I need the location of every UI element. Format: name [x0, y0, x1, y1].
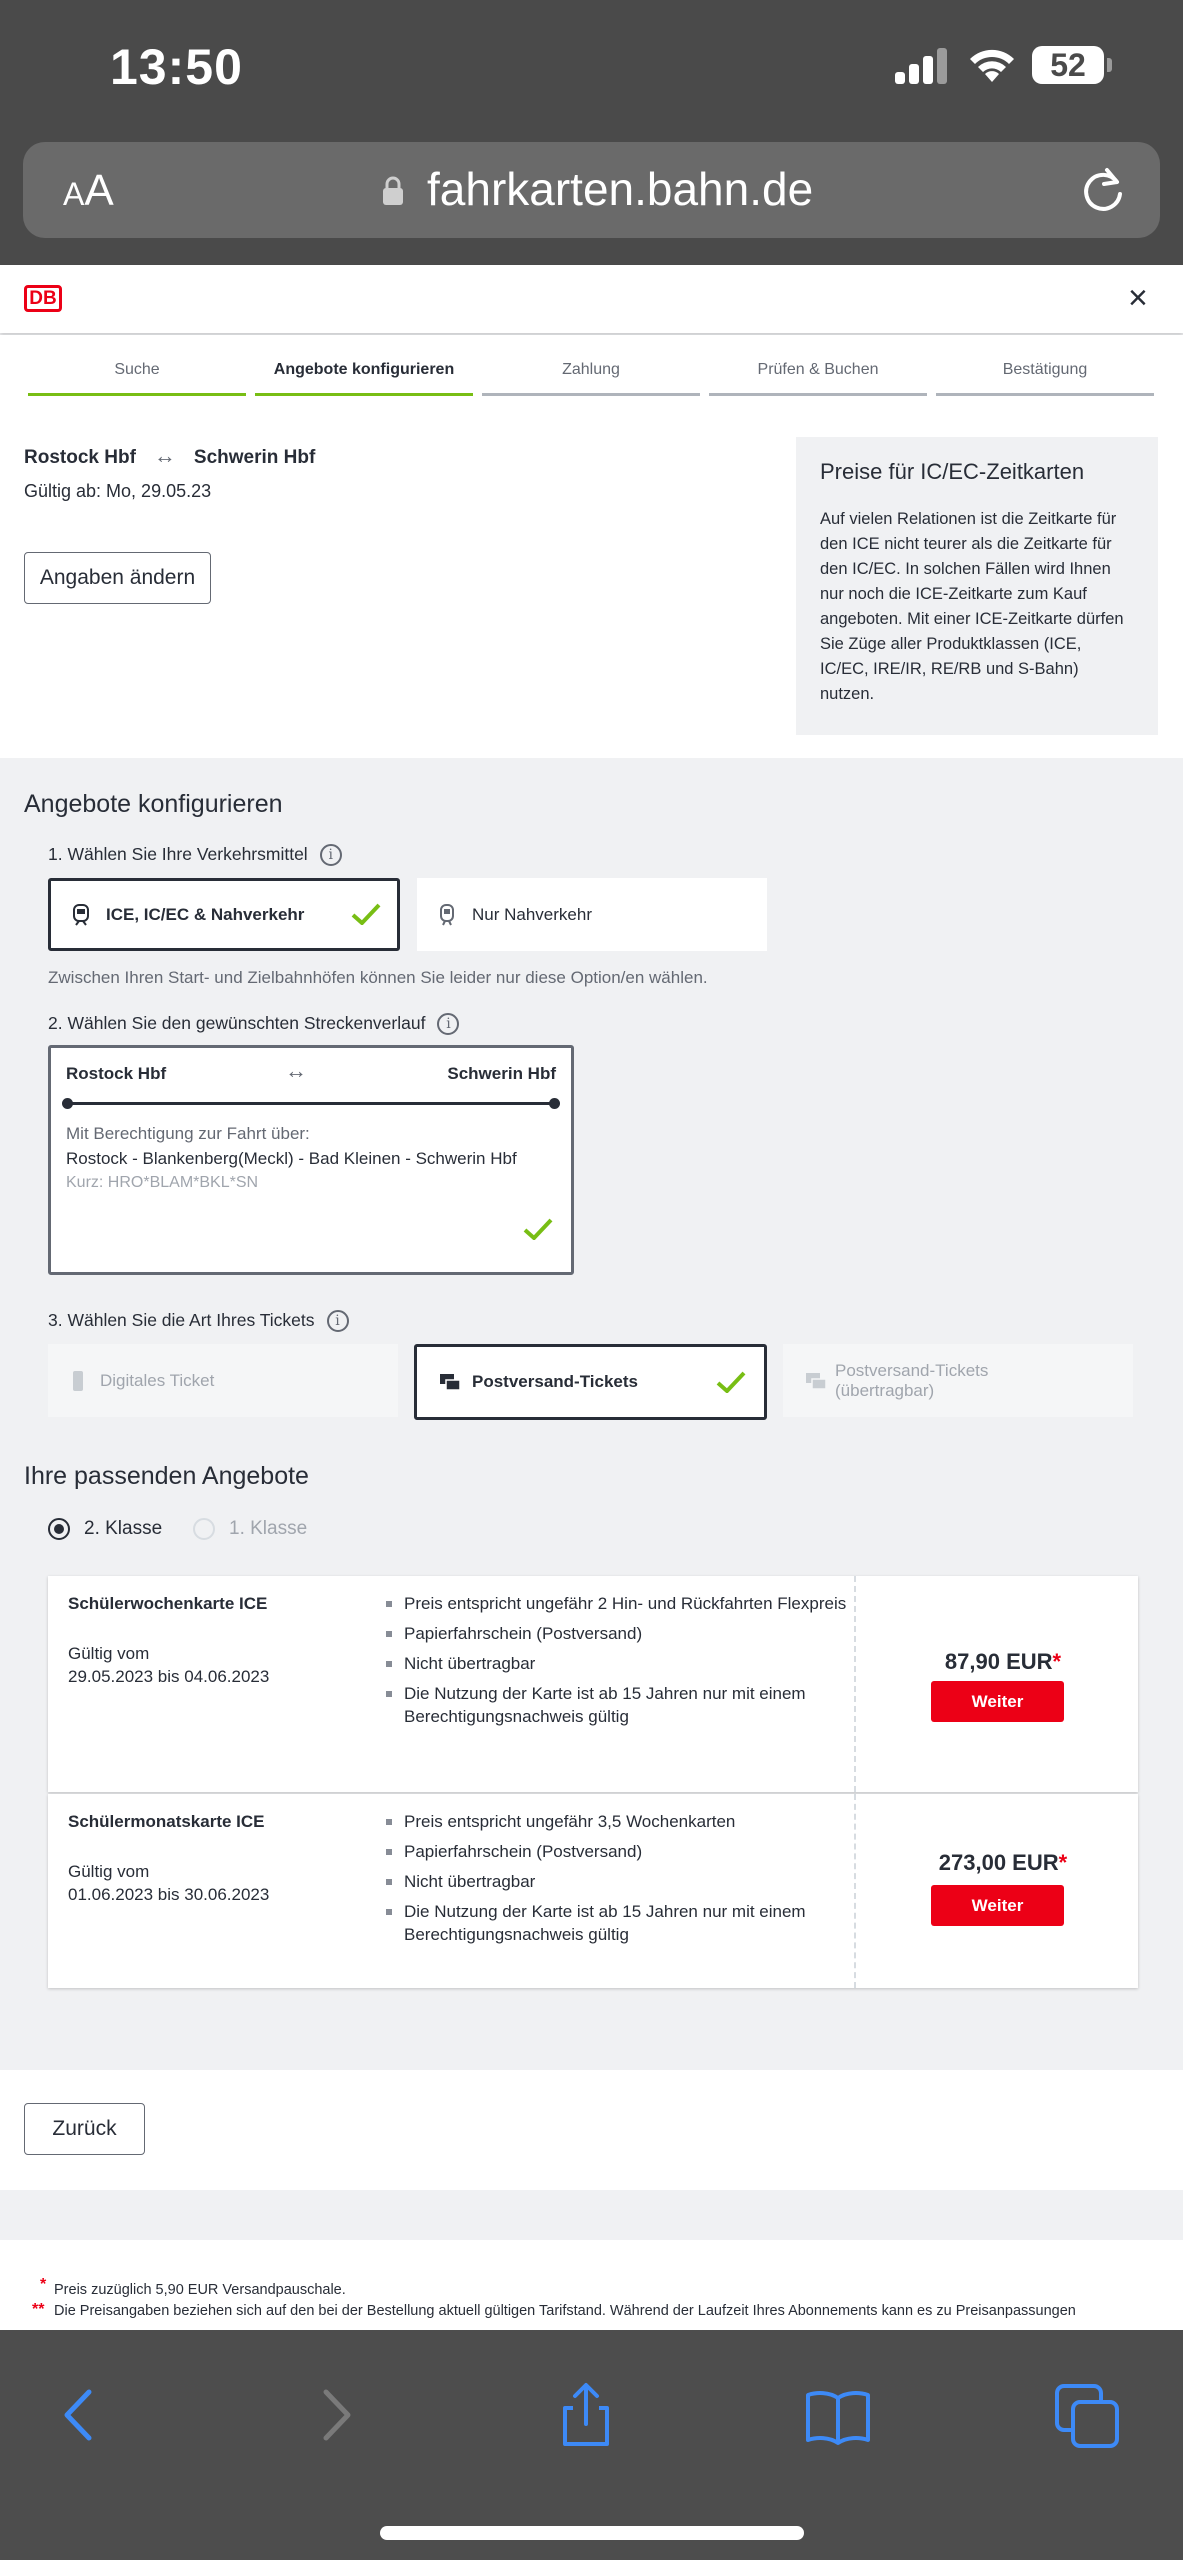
q1-hint: Zwischen Ihren Start- und Zielbahnhöfen können Sie leider nur diese Option/en wählen. [48, 968, 708, 987]
feature-item: Die Nutzung der Karte ist ab 15 Jahren nur mit einem Berechtigungsnachweis gültig [386, 1900, 856, 1946]
footnote-star: * [40, 2276, 47, 2293]
q1-label: 1. Wählen Sie Ihre Verkehrsmittel i [48, 844, 342, 866]
valid-from: Gültig ab: Mo, 29.05.23 [24, 481, 212, 501]
route-to: Schwerin Hbf [447, 1064, 556, 1083]
trip-summary [0, 413, 1183, 758]
check-icon [523, 1218, 553, 1240]
info-box-text: Auf vielen Relationen ist die Zeitkarte für den ICE nicht teurer als die Zeitkarte für den IC/EC. In solchen Fällen wird Ihnen nur noch die ICE-Zeitkarte zum Kauf angeboten. Mit einer ICE-Zeitkarte dürfen Sie Züge aller Produktklassen (ICE, IC/EC, IRE/IR, RE/RB und S-Bahn) nutzen. [820, 510, 1124, 703]
offer-name: Schülermonatskarte ICE [68, 1812, 265, 1831]
offer-name: Schülerwochenkarte ICE [68, 1594, 268, 1613]
train-icon [439, 904, 455, 926]
change-details-button[interactable]: Angaben ändern [24, 552, 211, 604]
lock-icon [381, 176, 405, 206]
footnotes [0, 2240, 1183, 2330]
offer-features [386, 1810, 856, 1953]
text-size-button[interactable]: AA [63, 166, 114, 215]
info-box-title: Preise für IC/EC-Zeitkarten [820, 459, 1085, 484]
route-title: Rostock Hbf ↔ Schwerin Hbf [24, 443, 316, 468]
offer-card [48, 1794, 1138, 1988]
ios-top-chrome [0, 0, 1183, 265]
offer-card [48, 1576, 1138, 1792]
signal-icon [895, 48, 949, 84]
back-area [0, 2070, 1183, 2190]
progress-stepper [0, 335, 1183, 413]
status-time: 13:50 [110, 39, 243, 95]
tabs-icon[interactable] [1053, 2380, 1123, 2450]
info-icon[interactable]: i [327, 1310, 349, 1332]
ios-toolbar [0, 2330, 1183, 2560]
share-icon[interactable] [551, 2380, 621, 2450]
step-pruefen: Prüfen & Buchen [709, 361, 927, 379]
route-option-card[interactable] [48, 1045, 574, 1275]
reload-icon[interactable] [1077, 164, 1129, 216]
offer-price: 87,90 EUR* [944, 1649, 1062, 1674]
option-ice-ic-nahverkehr[interactable]: ICE, IC/EC & Nahverkehr [48, 878, 400, 951]
feature-item: Die Nutzung der Karte ist ab 15 Jahren nur mit einem Berechtigungsnachweis gültig [386, 1682, 856, 1728]
option-digital-ticket[interactable]: Digitales Ticket [48, 1344, 398, 1417]
info-box [796, 437, 1158, 735]
check-icon [716, 1371, 746, 1393]
ticket-icon [805, 1370, 827, 1392]
option-postversand-uebertragbar[interactable]: Postversand-Tickets (übertragbar) [783, 1344, 1133, 1417]
feature-item: Papierfahrschein (Postversand) [386, 1622, 856, 1645]
back-button[interactable]: Zurück [24, 2103, 145, 2155]
home-indicator [380, 2526, 804, 2540]
forward-arrow-icon[interactable] [300, 2380, 370, 2450]
option-nur-nahverkehr[interactable]: Nur Nahverkehr [417, 878, 767, 951]
back-arrow-icon[interactable] [45, 2380, 115, 2450]
train-icon [73, 904, 89, 926]
q3-label: 3. Wählen Sie die Art Ihres Tickets i [48, 1310, 349, 1332]
url-text[interactable]: fahrkarten.bahn.de [427, 163, 814, 215]
site-header [0, 265, 1183, 333]
step-angebote: Angebote konfigurieren [255, 361, 473, 379]
info-icon[interactable]: i [437, 1013, 459, 1035]
footnote-2: Die Preisangaben beziehen sich auf den bei der Bestellung aktuell gültigen Tarifstand. Während der Laufzeit Ihres Abonnements kann es zu Preisanpassungen [54, 2303, 1076, 2319]
route-from: Rostock Hbf [66, 1064, 167, 1083]
wifi-icon [965, 44, 1019, 84]
config-title: Angebote konfigurieren [24, 790, 283, 818]
weiter-button[interactable]: Weiter [931, 1885, 1064, 1926]
offer-validity: Gültig vom 29.05.2023 bis 04.06.2023 [68, 1644, 270, 1686]
ticket-icon [439, 1371, 461, 1393]
offers-list [48, 1576, 1138, 1988]
offer-features [386, 1592, 856, 1735]
step-zahlung: Zahlung [482, 361, 700, 379]
feature-item: Preis entspricht ungefähr 2 Hin- und Rückfahrten Flexpreis [386, 1592, 856, 1615]
offer-validity: Gültig vom 01.06.2023 bis 30.06.2023 [68, 1862, 270, 1904]
feature-item: Preis entspricht ungefähr 3,5 Wochenkarten [386, 1810, 856, 1833]
footnote-star: ** [32, 2301, 45, 2318]
feature-item: Nicht übertragbar [386, 1870, 856, 1893]
feature-item: Nicht übertragbar [386, 1652, 856, 1675]
divider [854, 1794, 856, 1988]
divider [854, 1576, 856, 1792]
weiter-button[interactable]: Weiter [931, 1681, 1064, 1722]
step-bestaetigung: Bestätigung [936, 361, 1154, 379]
route-short: Kurz: HRO*BLAM*BKL*SN [66, 1174, 259, 1191]
route-line [66, 1102, 556, 1105]
q2-label: 2. Wählen Sie den gewünschten Streckenverlauf i [48, 1013, 459, 1035]
phone-icon [70, 1370, 86, 1392]
feature-item: Papierfahrschein (Postversand) [386, 1840, 856, 1863]
check-icon [351, 903, 381, 925]
route-via-label: Mit Berechtigung zur Fahrt über: [66, 1124, 310, 1143]
option-postversand[interactable]: Postversand-Tickets [414, 1344, 767, 1420]
db-logo: DB [24, 285, 62, 312]
offer-price: 273,00 EUR* [938, 1850, 1068, 1875]
footnote-1: Preis zuzüglich 5,90 EUR Versandpauschale. [54, 2282, 346, 2298]
route-arrow: ↔ [285, 1058, 307, 1083]
battery-indicator: 52 [1032, 46, 1104, 84]
offers-title: Ihre passenden Angebote [24, 1462, 309, 1490]
bookmarks-icon[interactable] [803, 2380, 873, 2450]
url-bar[interactable] [23, 142, 1160, 238]
route-via: Rostock - Blankenberg(Meckl) - Bad Kleinen - Schwerin Hbf [66, 1149, 517, 1168]
close-icon[interactable]: × [1128, 279, 1148, 317]
step-suche: Suche [28, 361, 246, 379]
info-icon[interactable]: i [320, 844, 342, 866]
